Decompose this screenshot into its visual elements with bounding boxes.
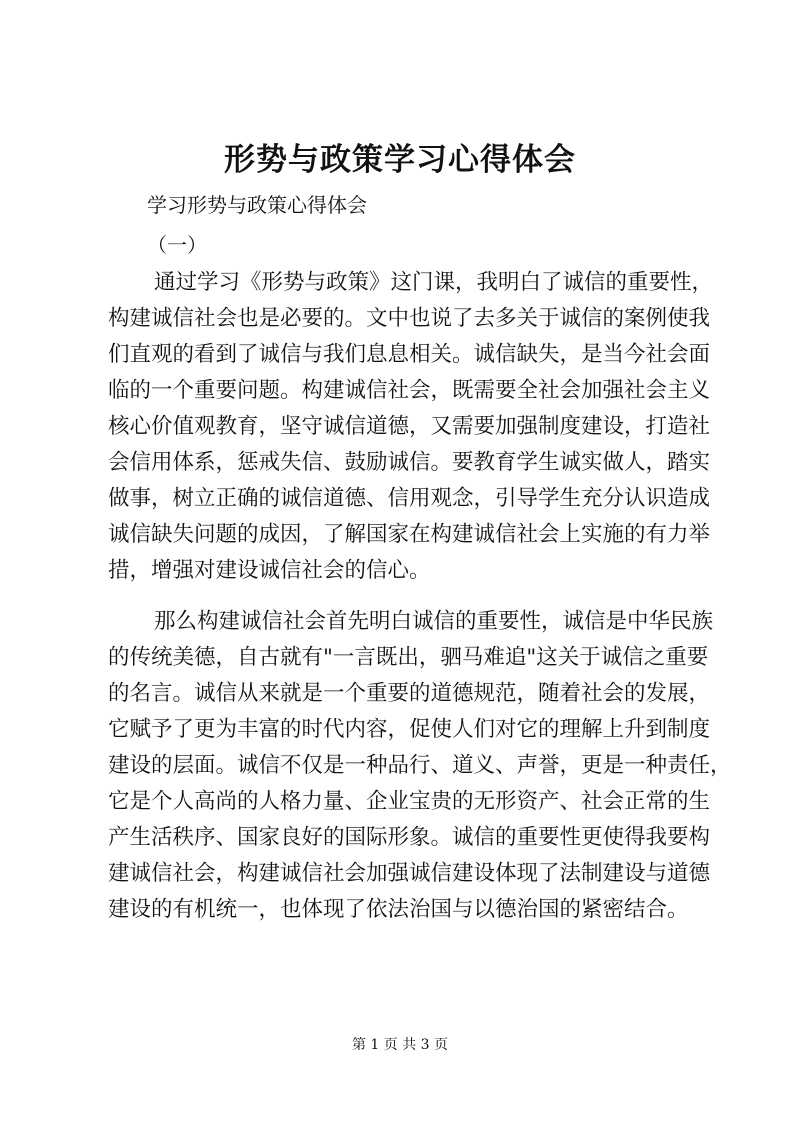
paragraph-line: 建设的有机统一，也体现了依法治国与以德治国的紧密结合。 — [108, 897, 689, 922]
paragraph-line: 建设的层面。诚信不仅是一种品行、道义、声誉，更是一种责任， — [108, 753, 732, 778]
paragraph-line: 的名言。诚信从来就是一个重要的道德规范，随着社会的发展， — [108, 681, 711, 706]
paragraph-line: 它是个人高尚的人格力量、企业宝贵的无形资产、社会正常的生 — [108, 789, 711, 814]
paragraph-line: 核心价值观教育，坚守诚信道德，又需要加强制度建设，打造社 — [108, 414, 711, 439]
paragraph-line: 构建诚信社会也是必要的。文中也说了去多关于诚信的案例使我 — [108, 306, 711, 331]
paragraph-line: 那么构建诚信社会首先明白诚信的重要性，诚信是中华民族 — [154, 609, 714, 634]
paragraph-line: 通过学习《形势与政策》这门课，我明白了诚信的重要性， — [154, 270, 714, 295]
paragraph-line: 它赋予了更为丰富的时代内容，促使人们对它的理解上升到制度 — [108, 717, 711, 742]
paragraph-line: 建诚信社会，构建诚信社会加强诚信建设体现了法制建设与道德 — [108, 861, 711, 886]
paragraph-line: 的传统美德，自古就有"一言既出，驷马难追"这关于诚信之重要 — [108, 645, 709, 670]
paragraph-line: 临的一个重要问题。构建诚信社会，既需要全社会加强社会主义 — [108, 378, 711, 403]
paragraph-line: 措，增强对建设诚信社会的信心。 — [108, 558, 431, 583]
section-marker: （一） — [147, 233, 207, 257]
paragraph-line: 产生活秩序、国家良好的国际形象。诚信的重要性更使得我要构 — [108, 825, 711, 850]
paragraph-line: 诚信缺失问题的成因，了解国家在构建诚信社会上实施的有力举 — [108, 522, 711, 547]
paragraph-line: 做事，树立正确的诚信道德、信用观念，引导学生充分认识造成 — [108, 486, 711, 511]
paragraph-line: 们直观的看到了诚信与我们息息相关。诚信缺失，是当今社会面 — [108, 342, 711, 367]
paragraph-line: 会信用体系，惩戒失信、鼓励诚信。要教育学生诚实做人，踏实 — [108, 450, 711, 475]
document-subtitle: 学习形势与政策心得体会 — [147, 193, 367, 217]
document-title: 形势与政策学习心得体会 — [224, 142, 576, 178]
page-footer: 第 1 页 共 3 页 — [351, 1037, 449, 1053]
